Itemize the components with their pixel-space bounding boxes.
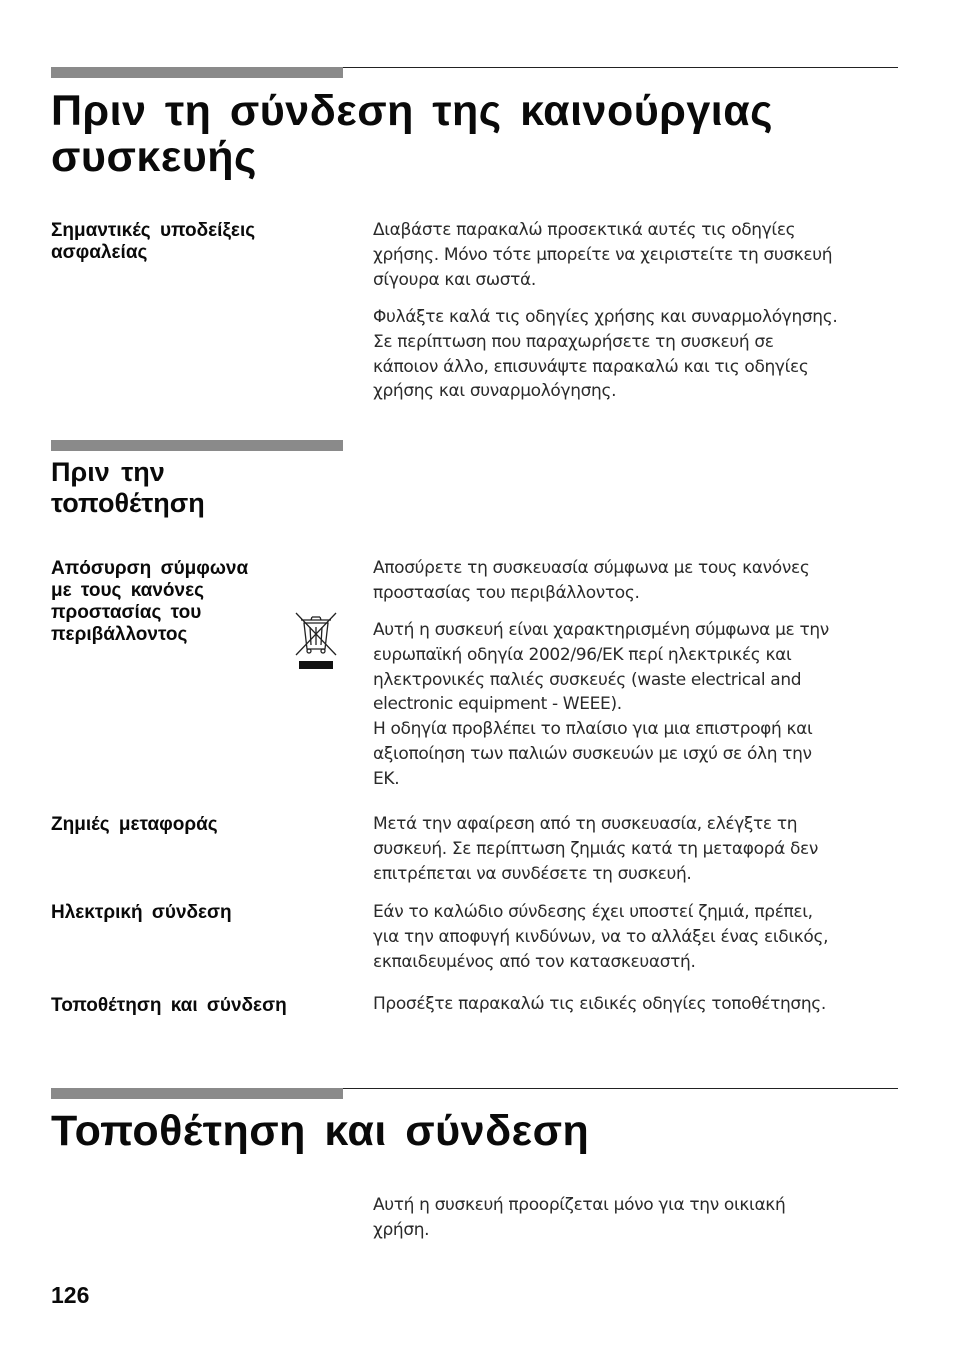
installation-label: Τοποθέτηση και σύνδεση [51,995,287,1016]
section-rule-thin [343,1088,898,1089]
section1-title-line2: συσκευής [51,133,257,181]
section3-para: Αυτή η συσκευή προορίζεται μόνο για την οικιακή χρήση. [373,1195,786,1240]
disposal-label: Απόσυρση σύμφωνα με τους κανόνες προστασίας του περιβάλλοντος [51,558,249,645]
page-number: 126 [51,1282,90,1308]
installation-para: Προσέξτε παρακαλώ τις ειδικές οδηγίες τοποθέτησης. [373,994,826,1014]
section-rule-thin [343,67,898,68]
electrical-label: Ηλεκτρική σύνδεση [51,902,232,923]
section-rule-thick [51,1088,343,1099]
section1-title-line1: Πριν τη σύνδεση της καινούργιας [51,87,773,135]
transport-label: Ζημιές μεταφοράς [51,814,218,835]
disposal-para-2: Αυτή η συσκευή είναι χαρακτηρισμένη σύμφωνα με την ευρωπαϊκή οδηγία 2002/96/ΕΚ περί ηλεκτρικές και ηλεκτρονικές παλιές συσκευές (waste electrical and electronic equipment - WEEE). Η οδηγία προβλέπει το πλαίσιο για μια επιστροφή και αξιοποίηση των παλιών συσκευών με ισχύ σε όλη την ΕΚ. [373,620,829,789]
safety-para-2: Φυλάξτε καλά τις οδηγίες χρήσης και συναρμολόγησης. Σε περίπτωση που παραχωρήσετε τη συσκευή σε κάποιον άλλο, επισυνάψτε παρακαλώ και τις οδηγίες χρήσης και συναρμολόγησης. [373,307,838,402]
section1-title [51,88,773,180]
electrical-para: Εάν το καλώδιο σύνδεσης έχει υποστεί ζημιά, πρέπει, για την αποφυγή κινδύνων, να το αλλάξει ένας ειδικός, εκπαιδευμένος από τον κατασκευαστή. [373,902,829,972]
transport-para: Μετά την αφαίρεση από τη συσκευασία, ελέγξτε τη συσκευή. Σε περίπτωση ζημιάς κατά τη μεταφορά δεν επιτρέπεται να συνδέσετε τη συσκευή. [373,814,819,884]
section3-title: Τοποθέτηση και σύνδεση [51,1107,590,1155]
section-rule-thick [51,440,343,451]
section-rule-thick [51,67,343,78]
disposal-para-1: Αποσύρετε τη συσκευασία σύμφωνα με τους κανόνες προστασίας του περιβάλλοντος. [373,558,810,603]
weee-crossed-bin-icon [293,610,339,672]
safety-para-1: Διαβάστε παρακαλώ προσεκτικά αυτές τις οδηγίες χρήσης. Μόνο τότε μπορείτε να χειριστείτε τη συσκευή σίγουρα και σωστά. [373,220,833,290]
safety-label: Σημαντικές υποδείξεις ασφαλείας [51,220,256,263]
section2-title: Πριν την τοποθέτηση [51,457,205,518]
